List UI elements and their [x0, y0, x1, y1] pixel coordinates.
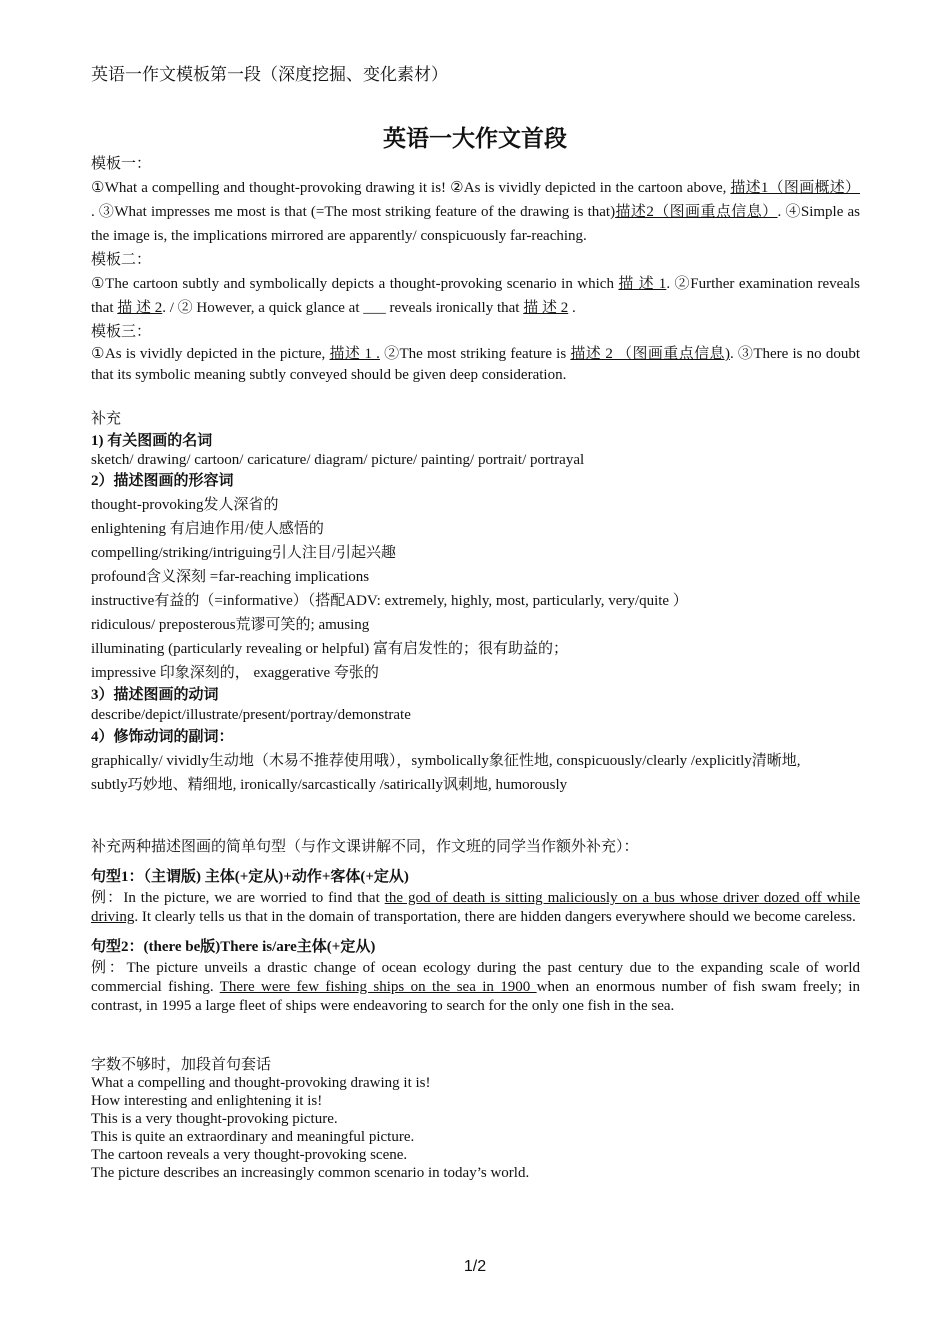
underlined-placeholder: the god of death is sitting maliciously on a bus whose driver dozed off while driving — [91, 890, 860, 925]
adverb-item: subtly巧妙地、精细地, ironically/sarcastically /satirically讽刺地, humorously — [91, 777, 568, 793]
filler-line: How interesting and enlightening it is! — [91, 1093, 323, 1109]
filler-title: 字数不够时，加段首句套话 — [91, 1057, 272, 1073]
text-run: 例：The picture unveils a drastic change of ocean ecology during the past century due to the expanding scale of world commercial fishing. — [91, 960, 860, 995]
page-title: 英语一大作文首段 — [383, 126, 567, 151]
text-run: ①As is vividly depicted in the picture, — [91, 346, 330, 362]
template-1 — [91, 152, 860, 248]
text-run: ②The most striking feature is — [379, 346, 571, 362]
underlined-placeholder: 描述2（图画重点信息） — [615, 204, 778, 220]
patterns-intro: 补充两种描述图画的简单句型（与作文课讲解不同，作文班的同学当作额外补充）： — [91, 839, 639, 855]
filler-line: The picture describes an increasingly common scenario in today’s world. — [91, 1165, 530, 1181]
adjective-item: profound含义深刻 =far-reaching implications — [91, 569, 370, 585]
template-2-text — [91, 272, 860, 320]
pattern-2-example — [91, 959, 860, 1016]
adjective-item: ridiculous/ preposterous荒谬可笑的; amusing — [91, 617, 370, 633]
underlined-placeholder: 描 述 2 — [117, 300, 163, 316]
adjective-item: thought-provoking发人深省的 — [91, 497, 279, 513]
template-1-text — [91, 176, 860, 248]
template-3-text — [91, 344, 860, 386]
text-run: . / ② However, a quick glance at ___ reveals ironically that — [162, 300, 524, 316]
supplement-heading: 补充 — [91, 411, 122, 427]
filler-lines — [91, 1074, 860, 1182]
text-run: when an enormous number of fish swam freely; in contrast, in 1995 a large fleet of ships were endeavoring to search for the only one fish in the sea. — [91, 979, 860, 1014]
nouns-title: 1) 有关图画的名词 — [91, 433, 213, 449]
text-run: . ③What impresses me most is that (=The most striking feature of the drawing is that) — [91, 204, 616, 220]
text-run: ①What a compelling and thought-provoking drawing it is! ②As is vividly depicted in the cartoon above, — [91, 180, 731, 196]
verbs-title: 3）描述图画的动词 — [91, 687, 219, 703]
document-body — [91, 152, 860, 1182]
underlined-placeholder: There were few fishing ships on the sea in 1900 — [219, 979, 537, 995]
document-header: 英语一作文模板第一段（深度挖掘、变化素材） — [91, 65, 448, 85]
adverb-item: graphically/ vividly生动地（木易不推荐使用哦），symbolically象征性地, conspicuously/clearly /explicitly清晰地, — [91, 753, 801, 769]
text-run: . — [568, 300, 576, 316]
underlined-placeholder: 描述 2 （图画重点信息) — [570, 346, 730, 362]
template-3-label: 模板三： — [91, 324, 152, 340]
supplement-section — [91, 407, 860, 797]
filler-line: This is a very thought-provoking picture. — [91, 1111, 338, 1127]
template-2 — [91, 248, 860, 320]
adjective-item: illuminating (particularly revealing or helpful) 富有启发性的；很有助益的； — [91, 641, 568, 657]
text-run: . ②Further examination reveals that — [91, 276, 860, 316]
text-run: . ④Simple as the image is, the implications mirrored are apparently/ conspicuously far-reaching. — [91, 204, 861, 244]
template-1-label: 模板一： — [91, 156, 152, 172]
template-3 — [91, 320, 860, 386]
adjective-item: compelling/striking/intriguing引人注目/引起兴趣 — [91, 545, 396, 561]
underlined-placeholder: 描述1（图画概述） — [730, 180, 860, 196]
adjective-item: enlightening 有启迪作用/使人感悟的 — [91, 521, 324, 537]
adverbs-title: 4）修饰动词的副词： — [91, 729, 234, 745]
filler-section — [91, 1056, 860, 1182]
page-number: 1/2 — [463, 1258, 487, 1275]
nouns-list: sketch/ drawing/ cartoon/ caricature/ diagram/ picture/ painting/ portrait/ portrayal — [91, 452, 585, 468]
filler-line: The cartoon reveals a very thought-provoking scene. — [91, 1147, 408, 1163]
text-run: . ③There is no doubt that its symbolic meaning subtly conveyed should be given deep consideration. — [91, 346, 860, 383]
adjective-item: instructive有益的（=informative）（搭配ADV: extremely, highly, most, particularly, very/quite ） — [91, 593, 688, 609]
adjectives-list — [91, 493, 860, 685]
text-run: 例：In the picture, we are worried to find that — [91, 890, 385, 906]
underlined-placeholder: 描述 1 . — [329, 346, 380, 362]
template-2-label: 模板二： — [91, 252, 152, 268]
adjective-item: impressive 印象深刻的， exaggerative 夸张的 — [91, 665, 379, 681]
verbs-list: describe/depict/illustrate/present/portray/demonstrate — [91, 707, 411, 723]
underlined-placeholder: 描 述 2 — [523, 300, 569, 316]
text-run: . It clearly tells us that in the domain of transportation, there are hidden dangers everywhere should we become careless. — [134, 909, 856, 925]
underlined-placeholder: 描 述 1 — [618, 276, 667, 292]
pattern-1-title: 句型1：（主谓版) 主体(+定从)+动作+客体(+定从) — [91, 869, 409, 885]
patterns-section — [91, 835, 860, 1016]
pattern-2-title: 句型2：(there be版)There is/are主体(+定从) — [91, 939, 376, 955]
filler-line: This is quite an extraordinary and meaningful picture. — [91, 1129, 415, 1145]
adverbs-list — [91, 749, 860, 797]
adjectives-title: 2）描述图画的形容词 — [91, 473, 234, 489]
filler-line: What a compelling and thought-provoking drawing it is! — [91, 1075, 431, 1091]
text-run: ①The cartoon subtly and symbolically depicts a thought-provoking scenario in which — [91, 276, 619, 292]
pattern-1-example — [91, 889, 860, 927]
